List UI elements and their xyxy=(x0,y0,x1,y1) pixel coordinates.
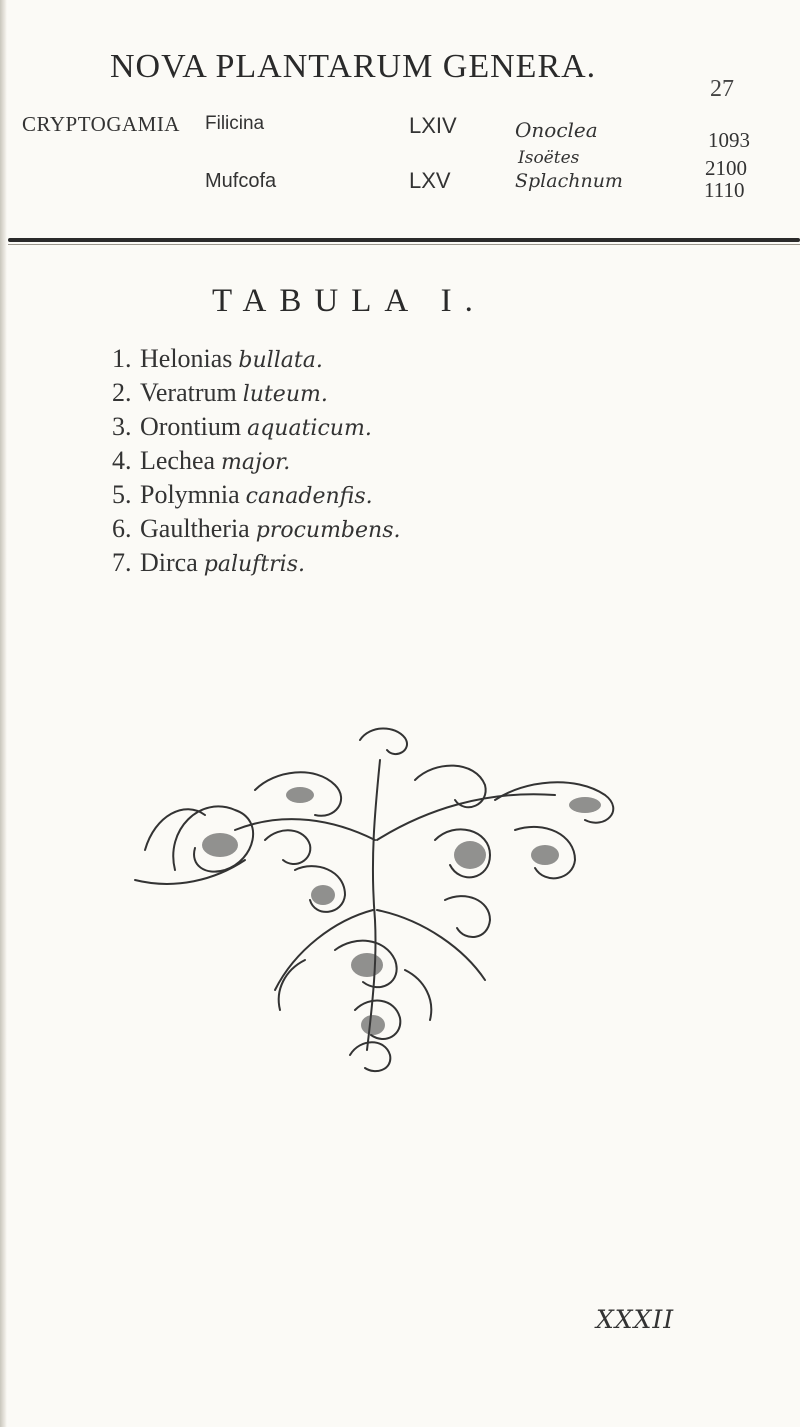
item-genus: Lechea xyxy=(140,446,216,475)
item-species: paluftris. xyxy=(203,552,305,577)
item-genus: Gaultheria xyxy=(140,514,250,543)
horizontal-rule xyxy=(8,238,800,242)
item-genus: Veratrum xyxy=(140,378,237,407)
item-species: aquaticum. xyxy=(247,416,372,441)
list-item xyxy=(112,444,401,478)
genus-number: 2100 xyxy=(705,156,747,180)
genus-number: 1110 xyxy=(704,178,745,202)
roman-numeral: LXV xyxy=(409,168,451,193)
item-number: 6. xyxy=(112,514,132,543)
item-number: 5. xyxy=(112,480,132,509)
plate-species-list xyxy=(112,342,401,580)
plate-title: TABULA I. xyxy=(212,283,486,319)
item-species: procumbens. xyxy=(255,518,401,543)
floral-vignette-icon xyxy=(105,720,655,1080)
item-number: 7. xyxy=(112,548,132,577)
roman-numeral: LXIV xyxy=(409,113,457,138)
item-genus: Polymnia xyxy=(140,480,240,509)
list-item xyxy=(112,546,401,580)
item-species: major. xyxy=(221,450,291,475)
page-edge-shadow xyxy=(0,0,7,1427)
item-species: canadenfis. xyxy=(245,484,373,509)
item-genus: Helonias xyxy=(140,344,233,373)
horizontal-rule-thin xyxy=(8,244,800,245)
item-species: luteum. xyxy=(242,382,328,407)
item-genus: Orontium xyxy=(140,412,242,441)
genus-name: Splachnum xyxy=(515,170,623,192)
ordo-label: Mufcofa xyxy=(205,170,277,192)
genus-name: Isoëtes xyxy=(518,148,580,168)
item-number: 3. xyxy=(112,412,132,441)
item-number: 4. xyxy=(112,446,132,475)
item-number: 1. xyxy=(112,344,132,373)
classis-label: CRYPTOGAMIA xyxy=(22,112,180,136)
genus-name: Onoclea xyxy=(515,118,598,142)
page-number: 27 xyxy=(710,76,734,102)
item-number: 2. xyxy=(112,378,132,407)
genus-number: 1093 xyxy=(708,128,750,152)
running-title: NOVA PLANTARUM GENERA. xyxy=(110,48,597,85)
list-item xyxy=(112,342,401,376)
signature-mark: XXXII xyxy=(596,1305,675,1334)
list-item xyxy=(112,478,401,512)
ordo-label: Filicina xyxy=(205,113,265,134)
item-genus: Dirca xyxy=(140,548,198,577)
list-item xyxy=(112,410,401,444)
list-item xyxy=(112,512,401,546)
list-item xyxy=(112,376,401,410)
item-species: bullata. xyxy=(238,348,323,373)
